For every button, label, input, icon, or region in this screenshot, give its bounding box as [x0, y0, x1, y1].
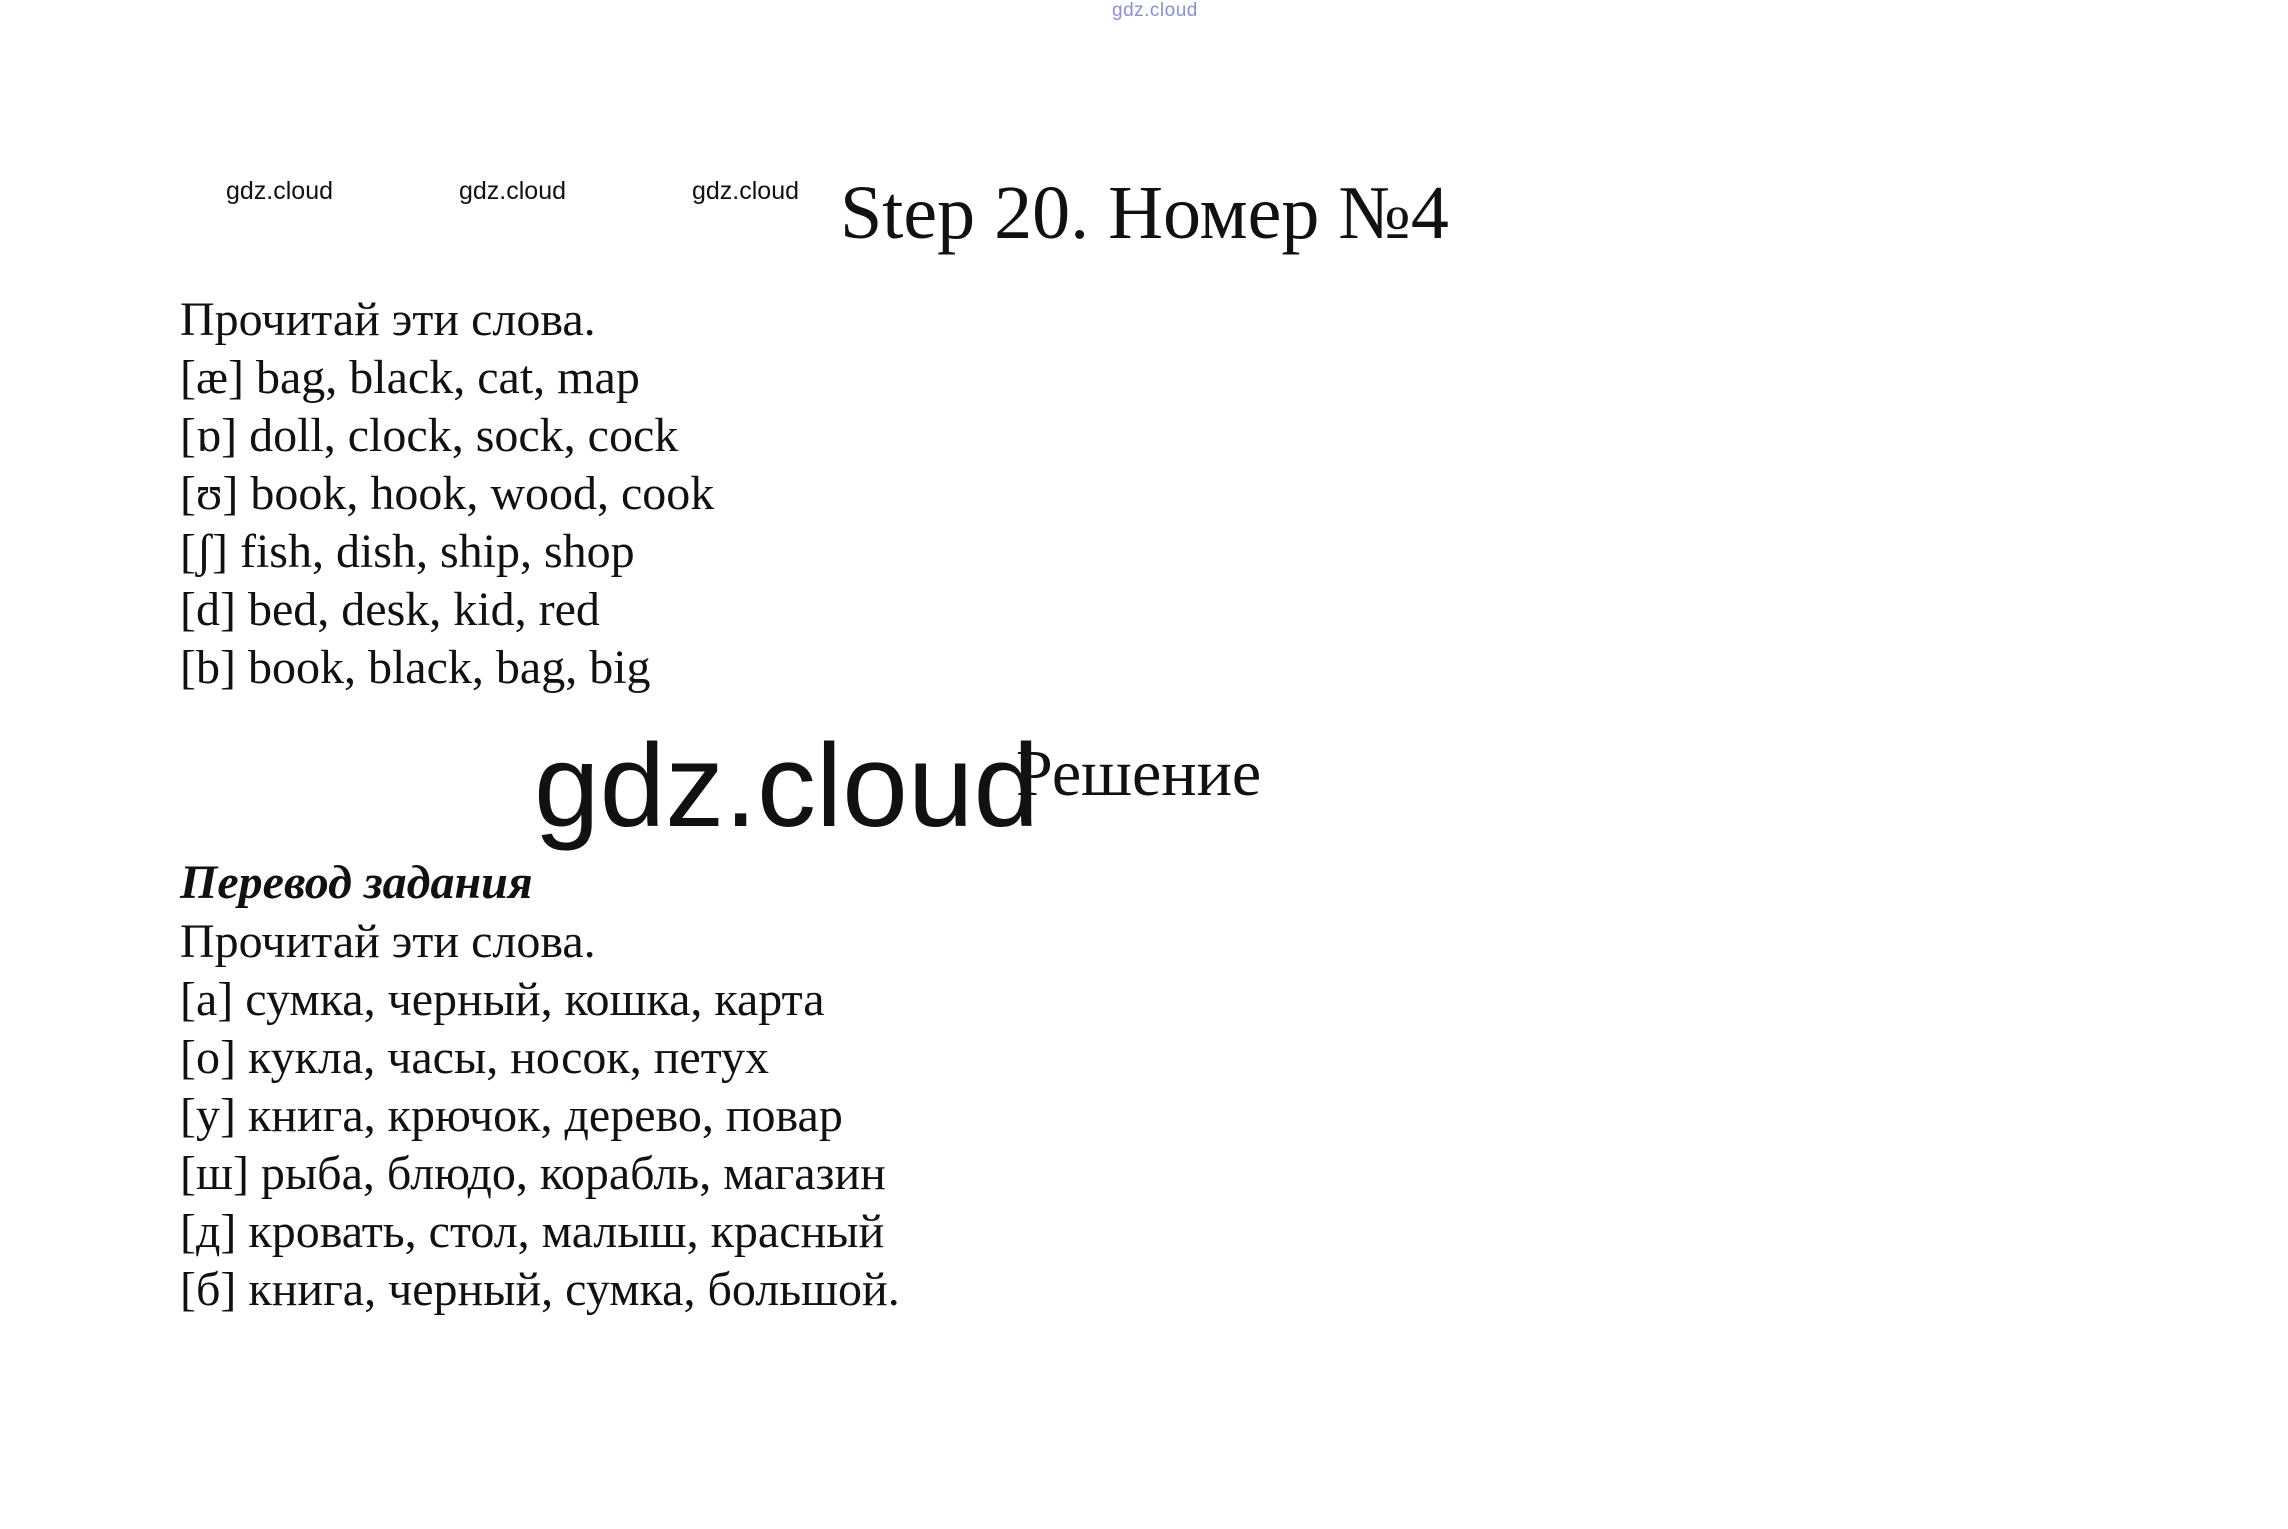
- translation-block: [180, 913, 900, 1319]
- watermark-top: gdz.cloud: [1112, 0, 1198, 21]
- task-line: [d] bed, desk, kid, red: [180, 583, 600, 636]
- task-line: [æ] bag, black, cat, map: [180, 351, 640, 404]
- watermark-small-1: gdz.cloud: [226, 177, 334, 205]
- translation-word-list: [180, 971, 900, 1319]
- translation-heading: Перевод задания: [180, 856, 533, 909]
- task-line: [ʃ] fish, dish, ship, shop: [180, 525, 635, 578]
- translation-line: [ш] рыба, блюдо, корабль, магазин: [180, 1147, 886, 1200]
- translation-line: [д] кровать, стол, малыш, красный: [180, 1205, 885, 1258]
- task-block: [180, 291, 714, 697]
- task-line: [ɒ] doll, clock, sock, cock: [180, 409, 679, 462]
- watermark-small-3: gdz.cloud: [692, 177, 800, 205]
- task-instruction: Прочитай эти слова.: [180, 293, 596, 346]
- task-line: [ʊ] book, hook, wood, cook: [180, 467, 715, 520]
- watermark-small-2: gdz.cloud: [459, 177, 567, 205]
- solution-heading: Решение: [1016, 737, 1262, 810]
- translation-line: [у] книга, крючок, дерево, повар: [180, 1089, 843, 1142]
- translation-instruction: Прочитай эти слова.: [180, 915, 596, 968]
- translation-line: [б] книга, черный, сумка, большой.: [180, 1263, 900, 1316]
- task-word-list: [180, 349, 714, 697]
- translation-line: [о] кукла, часы, носок, петух: [180, 1031, 770, 1084]
- page-title: Step 20. Номер №4: [840, 171, 1449, 255]
- translation-line: [а] сумка, черный, кошка, карта: [180, 973, 825, 1026]
- watermark-big: gdz.cloud: [534, 720, 1040, 852]
- task-line: [b] book, black, bag, big: [180, 641, 651, 694]
